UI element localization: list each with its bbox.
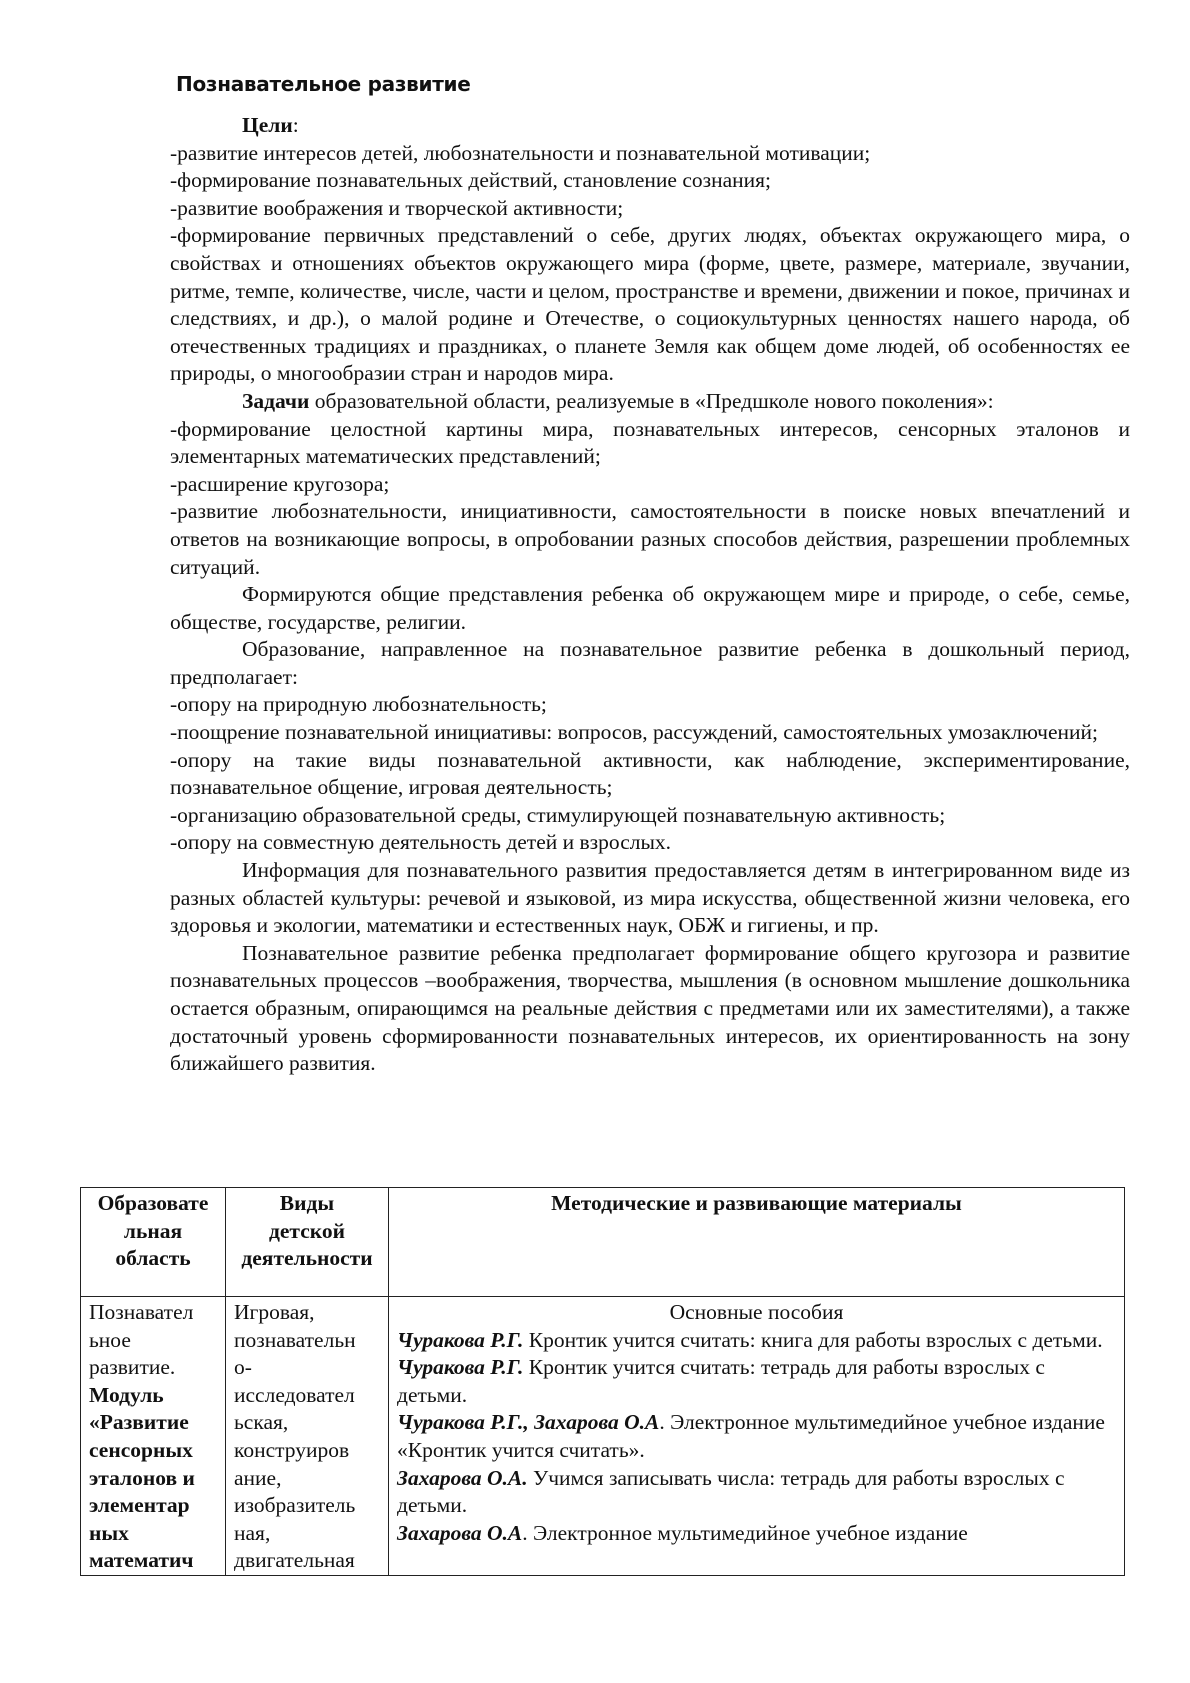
materials-table: [80, 1187, 1125, 1576]
tasks-heading-text: образовательной области, реализуемые в «Предшколе нового поколения»:: [309, 388, 994, 413]
table-row: [81, 1297, 1125, 1576]
material-entry: [397, 1409, 1116, 1464]
material-title: Кронтик учится считать: книга для работы взрослых с детьми.: [523, 1327, 1103, 1352]
material-author: Чуракова Р.Г.: [397, 1327, 524, 1352]
task-item: -расширение кругозора;: [170, 471, 390, 496]
task-item: -формирование целостной картины мира, познавательных интересов, сенсорных эталонов и элементарных математических представлений;: [170, 416, 1130, 469]
cell-materials: [389, 1297, 1125, 1576]
tasks-heading: [170, 388, 1130, 416]
materials-subheading: Основные пособия: [669, 1300, 844, 1324]
education-item: -организацию образовательной среды, стимулирующей познавательную активность;: [170, 802, 946, 827]
goals-heading: [170, 112, 1130, 140]
header-activity-types: Виды детской деятельности: [226, 1188, 389, 1297]
material-entry: [397, 1354, 1116, 1409]
material-entry: [397, 1520, 1116, 1548]
cell-activity-types: Игровая, познавательн о- исследовател ьская, конструиров ание, изобразитель ная, двигательная: [226, 1297, 389, 1576]
goal-item: -развитие интересов детей, любознательности и познавательной мотивации;: [170, 140, 871, 165]
education-item: -поощрение познавательной инициативы: вопросов, рассуждений, самостоятельных умозаключений;: [170, 720, 1099, 745]
education-item: -опору на совместную деятельность детей и взрослых.: [170, 830, 672, 855]
material-entry: [397, 1327, 1116, 1355]
material-author: Чуракова Р.Г., Захарова О.А: [397, 1410, 660, 1435]
material-author: Чуракова Р.Г.: [397, 1355, 524, 1380]
paragraph-development: Познавательное развитие ребенка предполагает формирование общего кругозора и развитие познавательных процессов –воображения, творчества, мышления (в основном мышление дошкольника остается образным, опирающимся на реальные действия с предметами или их заместителями), а также достаточный уровень сформированности познавательных интересов, их ориентированность на зону ближайшего развития.: [170, 940, 1130, 1076]
cell-educational-area: Познавател ьное развитие. Модуль «Развитие сенсорных эталонов и элементар ных математич: [81, 1297, 226, 1576]
material-title: Кронтик учится считать: тетрадь для работы взрослых с детьми.: [397, 1355, 1045, 1407]
education-item: -опору на такие виды познавательной активности, как наблюдение, экспериментирование, познавательное общение, игровая деятельность;: [170, 747, 1130, 800]
material-title: . Электронное мультимедийное учебное издание «Кронтик учится считать».: [397, 1410, 1105, 1462]
goals-heading-colon: :: [292, 113, 299, 137]
goal-item: -формирование первичных представлений о себе, других людях, объектах окружающего мира, о свойствах и отношениях объектов окружающего мира (форме, цвете, размере, материале, звучании, ритме, темпе, количестве, числе, части и целом, пространстве и времени, движении и покое, причинах и следствиях, и др.), о малой родине и Отечестве, о социокультурных ценностях нашего народа, об отечественных традициях и праздниках, о планете Земля как общем доме людей, об особенностях ее природы, о многообразии стран и народов мира.: [170, 223, 1130, 386]
goals-heading-label: Цели: [242, 113, 293, 137]
header-materials: Методические и развивающие материалы: [389, 1188, 1125, 1297]
material-author: Захарова О.А: [397, 1520, 523, 1545]
page-title: Познавательное развитие: [176, 72, 471, 96]
goal-item: -формирование познавательных действий, становление сознания;: [170, 168, 772, 193]
material-entry: [397, 1465, 1116, 1520]
paragraph-representations: Формируются общие представления ребенка об окружающем мире и природе, о себе, семье, обществе, государстве, религии.: [170, 582, 1130, 634]
header-educational-area: Образовате льная область: [81, 1188, 226, 1297]
tasks-heading-label: Задачи: [242, 388, 310, 413]
paragraph-education-intro: Образование, направленное на познавательное развитие ребенка в дошкольный период, предполагает:: [170, 637, 1130, 689]
material-title: . Электронное мультимедийное учебное издание: [522, 1520, 968, 1545]
material-title: Учимся записывать числа: тетрадь для работы взрослых с детьми.: [397, 1465, 1065, 1518]
table-header-row: [81, 1188, 1125, 1297]
material-author: Захарова О.А.: [397, 1465, 528, 1490]
task-item: -развитие любознательности, инициативности, самостоятельности в поиске новых впечатлений и ответов на возникающие вопросы, в опробовании разных способов действия, разрешении проблемных ситуаций.: [170, 499, 1130, 579]
paragraph-information: Информация для познавательного развития предоставляется детям в интегрированном виде из разных областей культуры: речевой и языковой, из мира искусства, общественной жизни человека, его здоровья и экологии, математики и естественных наук, ОБЖ и гигиены, и пр.: [170, 858, 1130, 938]
document-body: [170, 112, 1130, 1078]
goal-item: -развитие воображения и творческой активности;: [170, 195, 624, 220]
education-item: -опору на природную любознательность;: [170, 692, 547, 717]
